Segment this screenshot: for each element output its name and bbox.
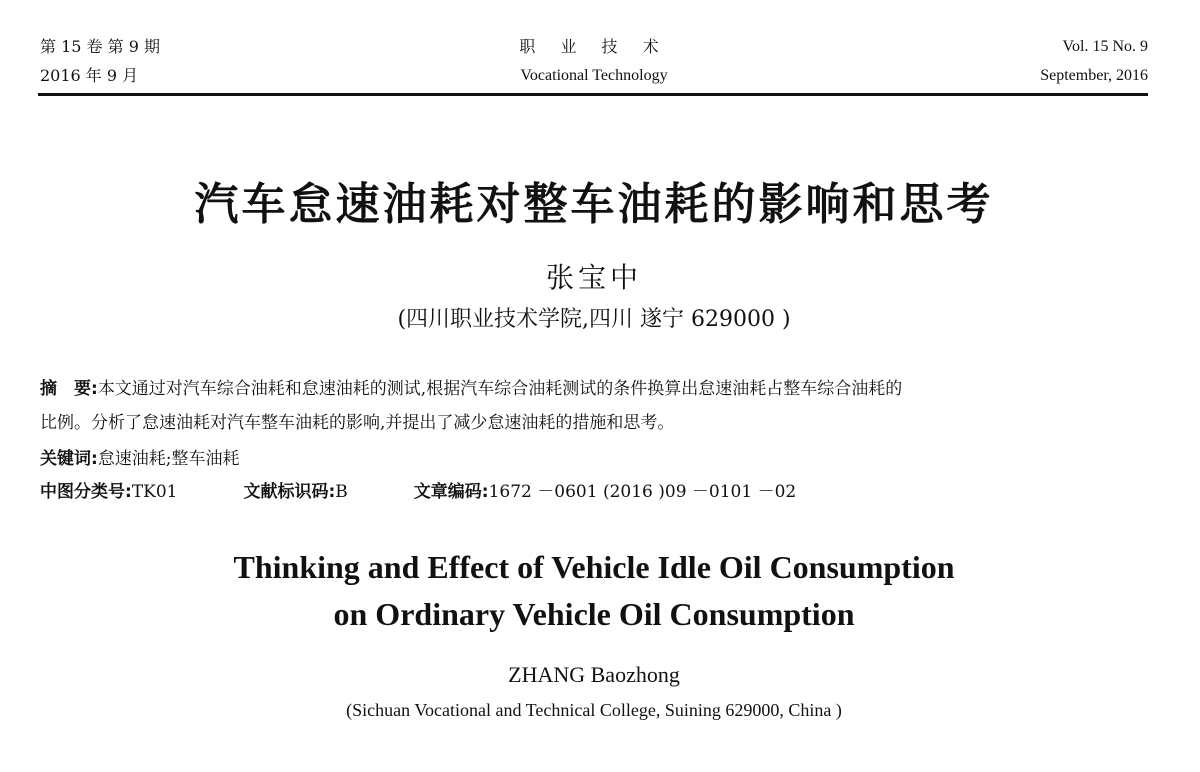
cut-off-text-line [40, 762, 1150, 772]
header-journal-cn: 职 业 技 术 [519, 37, 669, 56]
clc-label: 中图分类号: [40, 482, 132, 502]
affiliation-en: (Sichuan Vocational and Technical College, Suining 629000, China ) [346, 700, 842, 720]
keywords-value: 怠速油耗;整车油耗 [97, 449, 240, 469]
abstract-text-1: 本文通过对汽车综合油耗和怠速油耗的测试,根据汽车综合油耗测试的条件换算出怠速油耗占整车综合油耗的 [97, 379, 903, 399]
author-en: ZHANG Baozhong [508, 662, 680, 687]
article-no-label: 文章编码: [413, 482, 489, 502]
header-date-cn: 2016 年 9 月 [40, 66, 139, 85]
keywords [40, 448, 240, 470]
paper-title-en-line-1: Thinking and Effect of Vehicle Idle Oil Consumption [233, 549, 955, 585]
paper-title-cn: 汽车怠速油耗对整车油耗的影响和思考 [194, 179, 994, 230]
classification-line [40, 481, 796, 503]
header-volume-issue-en: Vol. 15 No. 9 [1062, 38, 1148, 55]
author-cn: 张宝中 [545, 261, 642, 294]
header-rule [38, 93, 1148, 96]
article-no-value: 1672 －0601 (2016 )09 －0101 －02 [488, 482, 797, 502]
header-date-en: September, 2016 [1040, 67, 1148, 84]
abstract-label: 摘 要: [40, 379, 98, 399]
header-volume-issue-cn: 第 15 卷 第 9 期 [40, 37, 160, 56]
keywords-label: 关键词: [40, 449, 98, 469]
affiliation-cn: (四川职业技术学院,四川 遂宁 629000 ) [397, 307, 791, 332]
abstract-line-2: 比例。分析了怠速油耗对汽车整车油耗的影响,并提出了减少怠速油耗的措施和思考。 [40, 413, 675, 433]
clc-value: TK01 [131, 482, 178, 502]
paper-title-en-line-2: on Ordinary Vehicle Oil Consumption [333, 596, 855, 632]
abstract-line-1 [40, 378, 1150, 400]
doc-code-label: 文献标识码: [243, 482, 336, 502]
header-journal-en: Vocational Technology [520, 67, 668, 84]
doc-code-value: B [335, 482, 348, 502]
